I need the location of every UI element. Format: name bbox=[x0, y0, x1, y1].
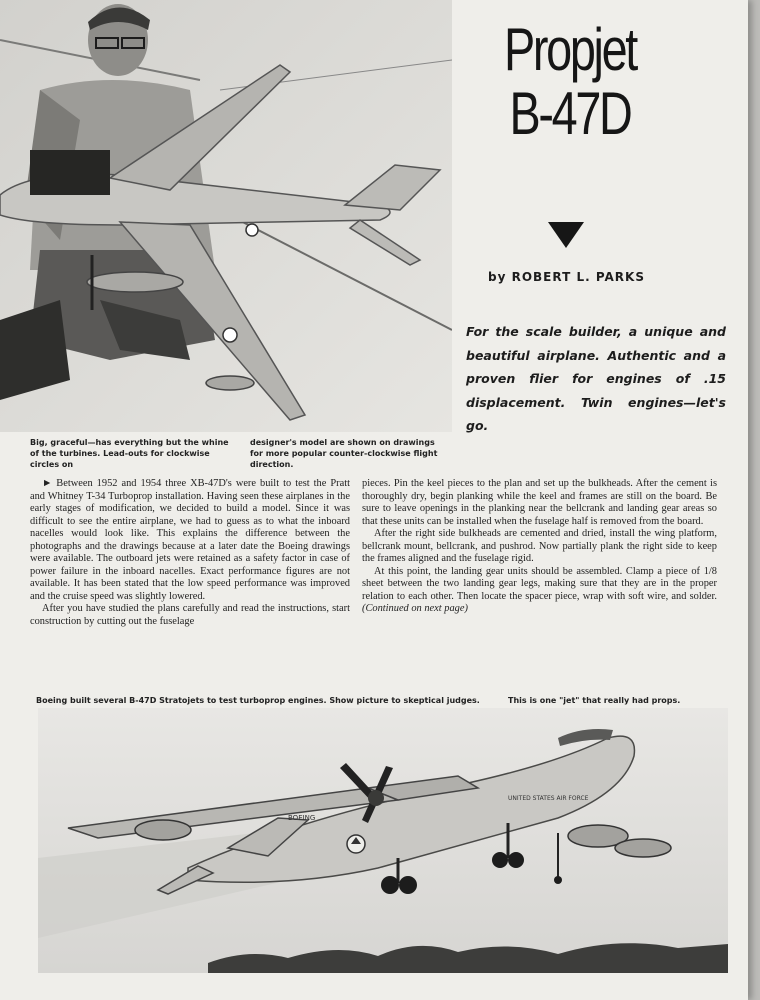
aircraft-photo bbox=[38, 708, 728, 973]
body-paragraph: After the right side bulkheads are cemented and dried, install the wing platform, bellcrank mount, bellcrank, and pushrod. Now partially plank the right side to keep the frames aligned and the fuselage rigid. bbox=[362, 528, 717, 565]
nose-marking: UNITED STATES AIR FORCE bbox=[508, 795, 589, 802]
body-paragraph: After you have studied the plans carefully and read the instructions, start construction by cutting out the fuselage bbox=[30, 603, 350, 628]
body-text: At this point, the landing gear units should be assembled. Clamp a piece of 1/8 sheet between the two landing gear legs, making sure that they are in the proper relation to each other. Then locate the spacer piece, wrap with soft wire, and solder. bbox=[362, 565, 717, 602]
model-photo bbox=[0, 0, 452, 432]
body-column-right bbox=[362, 478, 717, 616]
body-paragraph: ► Between 1952 and 1954 three XB-47D's were built to test the Pratt and Whitney T-34 Turboprop installation. Having seen these airplanes in the early stages of modification, we decided to build a model. Since it was difficult to see the entire airplane, we had to guess as to what the inboard nacelles would look like. This explains the difference between the photographs and the drawings because at a later date the Boeing drawings were available. The outboard jets were retained as a safety factor in case of power failure in the inboard nacelles. Exact performance figures are not available. It has been stated that the low speed performance was improved and the cruise speed was slightly lowered. bbox=[30, 478, 350, 602]
down-triangle-icon bbox=[548, 222, 584, 248]
article-dek: For the scale builder, a unique and beautiful airplane. Authentic and a proven flier for engines of .15 displacement. Twin engines—let's go. bbox=[466, 324, 726, 433]
byline: by ROBERT L. PARKS bbox=[488, 270, 645, 284]
title-line-1: Propjet bbox=[504, 16, 636, 83]
photo-caption-left: Big, graceful—has everything but the whine of the turbines. Lead-outs for clockwise circles on bbox=[30, 438, 229, 469]
body-paragraph: pieces. Pin the keel pieces to the plan and set up the bulkheads. After the cement is thoroughly dry, begin planking while the keel and frames are still on the board. Be sure to leave openings in the planking near the bellcrank and landing gear areas so that these units can be installed when the fuselage half is removed from the board. bbox=[362, 478, 717, 527]
photo-caption-bottom-right: This is one "jet" that really had props. bbox=[508, 696, 681, 705]
body-paragraph bbox=[362, 566, 717, 616]
photo-caption-right: designer's model are shown on drawings for more popular counter-clockwise flight direction. bbox=[250, 438, 438, 469]
article-title bbox=[492, 18, 648, 146]
title-line-2: B-47D bbox=[509, 80, 631, 147]
tail-marking: BOEING bbox=[288, 814, 316, 822]
body-column-left bbox=[30, 478, 350, 629]
photo-caption-bottom-left: Boeing built several B-47D Stratojets to test turboprop engines. Show picture to skeptical judges. bbox=[36, 696, 480, 705]
continued-note: (Continued on next page) bbox=[362, 603, 468, 615]
